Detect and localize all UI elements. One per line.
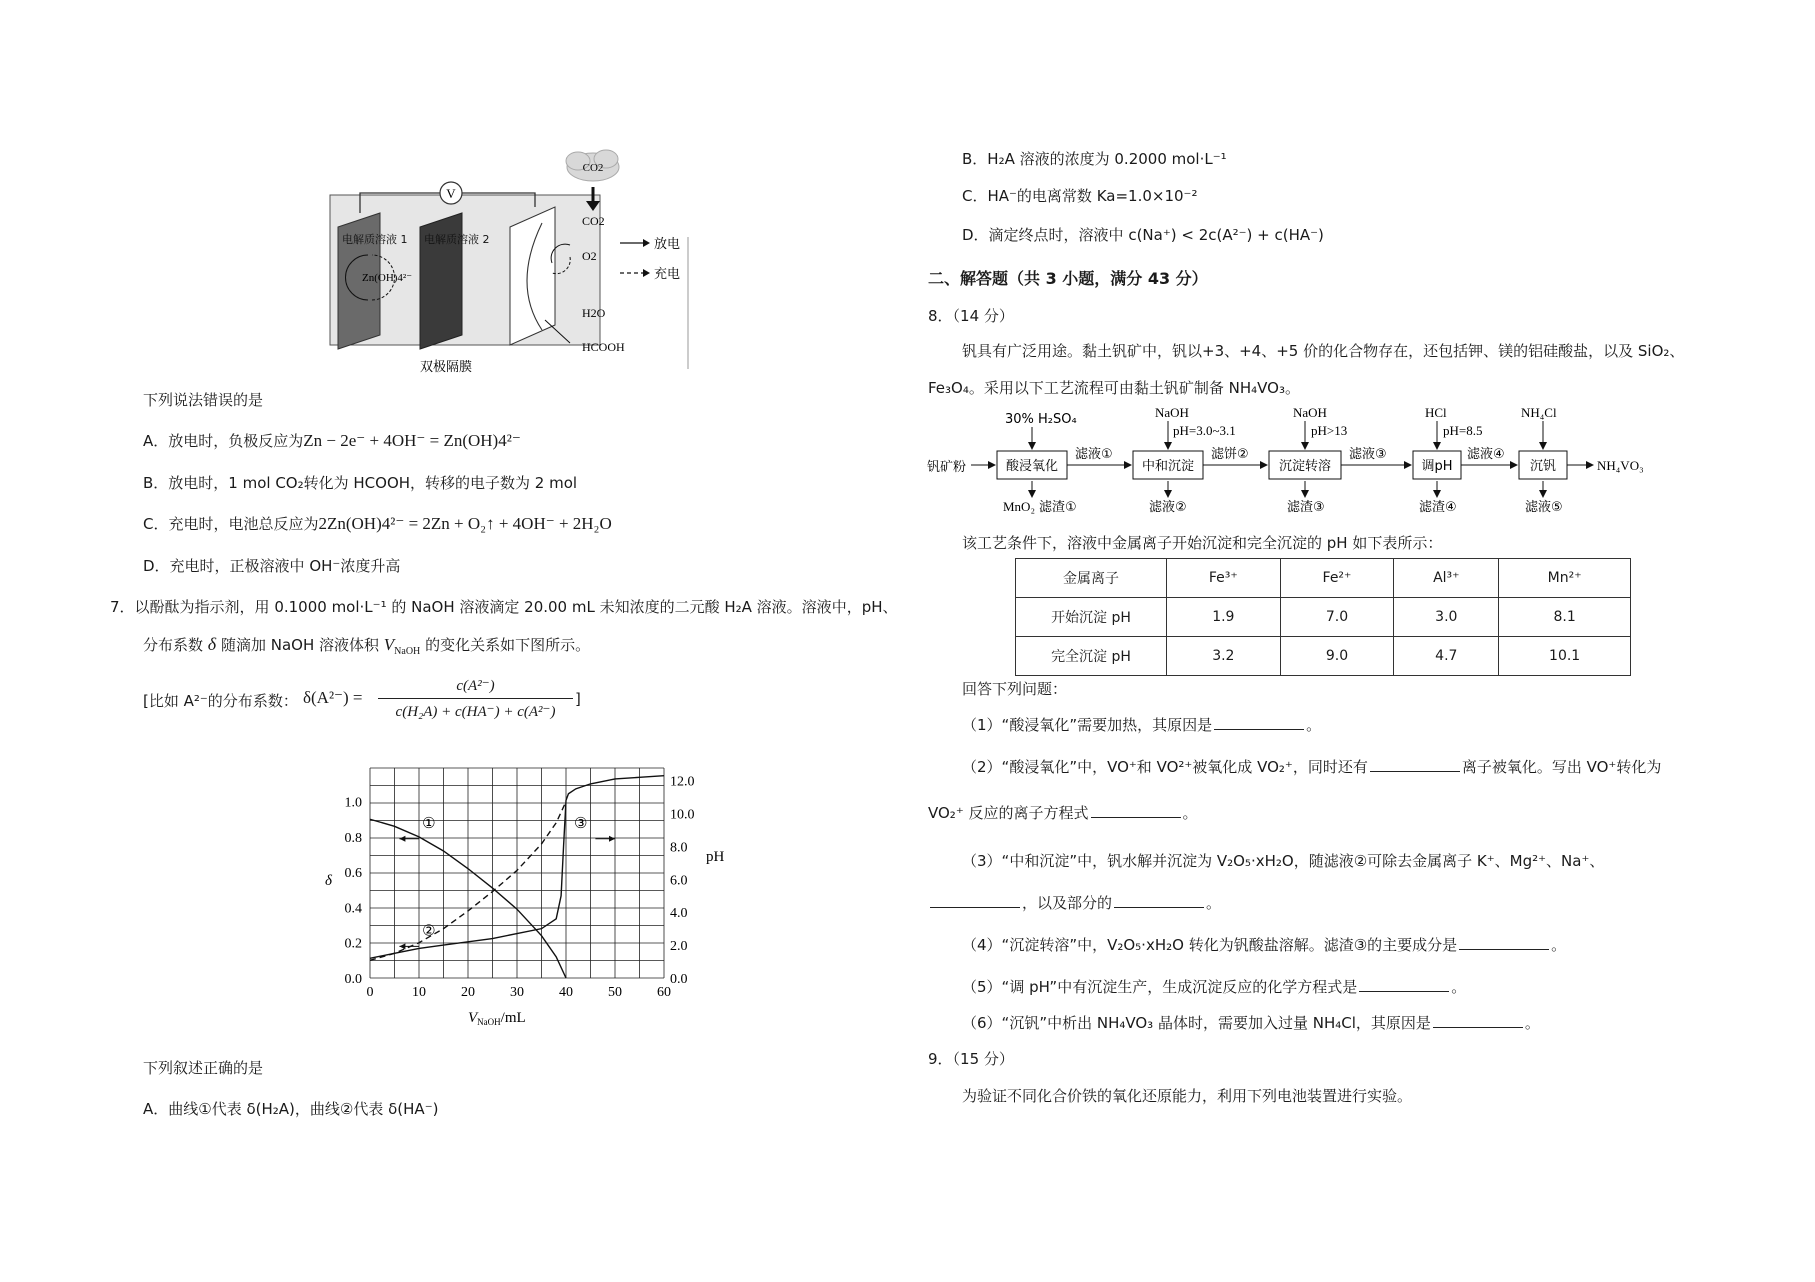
q6-stem: 下列说法错误的是: [143, 391, 264, 409]
h2o-label: H2O: [582, 306, 606, 320]
svg-text:调pH: 调pH: [1421, 459, 1453, 474]
q9-number: 9．（15 分）: [928, 1050, 1014, 1068]
q8-sub-1: （1）“酸浸氧化”需要加热，其原因是 。: [962, 716, 1322, 734]
table-cell: 开始沉淀 pH: [1016, 598, 1167, 637]
curve-annotation: ②: [422, 923, 436, 940]
answer-blank[interactable]: [930, 893, 1020, 908]
table-cell: 1.9: [1167, 598, 1281, 637]
table-cell: 3.0: [1394, 598, 1499, 637]
svg-text:沉淀转溶: 沉淀转溶: [1278, 459, 1332, 474]
x-tick-label: 10: [412, 985, 426, 1000]
q8-table-intro: 该工艺条件下，溶液中金属离子开始沉淀和完全沉淀的 pH 如下表所示：: [962, 534, 1443, 552]
answer-blank[interactable]: [1370, 757, 1460, 772]
q7-definition-lhs: δ(A²⁻) =: [303, 688, 363, 707]
q8-number: 8．（14 分）: [928, 307, 1014, 325]
y-left-axis-label: δ: [325, 873, 332, 889]
flow-reagent-5: NH₄Cl: [1521, 405, 1557, 420]
answer-blank[interactable]: [1359, 977, 1449, 992]
flow-bottom-3: 滤渣③: [1287, 500, 1325, 515]
q6-option-c: C．充电时，电池总反应为2Zn(OH)4²⁻ = 2Zn + O₂↑ + 4OH⁻ + 2H₂O: [143, 514, 612, 533]
q7-definition-numerator: c(A²⁻): [456, 678, 495, 694]
table-cell: 4.7: [1394, 637, 1499, 676]
flow-bottom-1b: 滤渣①: [1039, 500, 1077, 515]
table-cell: 3.2: [1167, 637, 1281, 676]
flow-reagent-2a: NaOH: [1155, 405, 1189, 420]
flow-mid-3: 滤液③: [1349, 447, 1387, 462]
q8-paragraph-1: 钒具有广泛用途。黏土钒矿中，钒以+3、+4、+5 价的化合物存在，还包括钾、镁的铝硅酸盐，以及 SiO₂、: [962, 342, 1685, 360]
titration-chart: [315, 758, 725, 1028]
svg-text:酸浸氧化: 酸浸氧化: [1005, 459, 1059, 474]
table-cell: 金属离子: [1016, 559, 1167, 598]
y-right-tick-label: 12.0: [670, 774, 695, 790]
x-tick-label: 0: [366, 985, 374, 1000]
q6-option-b: B．放电时，1 mol CO₂转化为 HCOOH，转移的电子数为 2 mol: [143, 474, 578, 492]
annotation-arrowhead: [399, 836, 405, 842]
y-left-tick-label: 1.0: [344, 795, 362, 811]
y-left-tick-label: 0.4: [344, 901, 362, 917]
table-cell: 8.1: [1499, 598, 1631, 637]
q7-definition-denominator: c(H₂A) + c(HA⁻) + c(A²⁻): [395, 704, 556, 720]
x-tick-label: 20: [461, 985, 475, 1000]
answer-blank[interactable]: [1433, 1013, 1523, 1028]
co2-in-label: CO2: [582, 214, 605, 228]
curve-annotation: ①: [422, 815, 436, 832]
curve-annotation: ③: [573, 815, 588, 832]
table-cell: 7.0: [1280, 598, 1394, 637]
y-right-tick-label: 6.0: [670, 873, 688, 889]
q6-option-a: A．放电时，负极反应为Zn − 2e⁻ + 4OH⁻ = Zn(OH)4²⁻: [143, 431, 521, 450]
q8-sub-2: （2）“酸浸氧化”中，VO⁺和 VO²⁺被氧化成 VO₂⁺，同时还有 离子被氧化。写出 VO⁺转化为: [962, 758, 1662, 776]
electrolyte1-label: 电解质溶液 1: [342, 233, 408, 246]
y-left-tick-label: 0.2: [344, 936, 362, 952]
answer-blank[interactable]: [1114, 893, 1204, 908]
flow-mid-1: 滤液①: [1075, 447, 1113, 462]
section-2-heading: 二、解答题（共 3 小题，满分 43 分）: [928, 269, 1208, 288]
zincate-label: Zn(OH)4²⁻: [362, 272, 413, 284]
svg-text:中和沉淀: 中和沉淀: [1141, 459, 1195, 474]
x-tick-label: 50: [608, 985, 622, 1000]
y-right-axis-label: pH: [706, 849, 725, 865]
y-left-tick-label: 0.8: [344, 830, 362, 846]
annotation-arrowhead: [399, 943, 405, 949]
q7-stem: 下列叙述正确的是: [143, 1059, 264, 1077]
legend-discharge: 放电: [654, 237, 681, 252]
table-cell: Fe²⁺: [1280, 559, 1394, 598]
x-axis-label: $V_{NaOH}/mL$: [468, 1010, 526, 1027]
table-cell: Al³⁺: [1394, 559, 1499, 598]
flow-start: 钒矿粉: [927, 460, 967, 475]
flow-reagent-3b: pH>13: [1311, 423, 1348, 438]
q8-sub-6: （6）“沉钒”中析出 NH₄VO₃ 晶体时，需要加入过量 NH₄Cl，其原因是 。: [962, 1014, 1540, 1032]
voltmeter-label: V: [446, 186, 456, 201]
table-header-row: [1016, 559, 1631, 598]
q8-sub-5: （5）“调 pH”中有沉淀生产，生成沉淀反应的化学方程式是 。: [962, 978, 1467, 996]
flow-mid-4: 滤液④: [1467, 447, 1505, 462]
q7-definition-prefix: [比如 A²⁻的分布系数：: [143, 692, 298, 710]
fraction-bar: [378, 698, 573, 699]
y-left-tick-label: 0.6: [344, 866, 362, 882]
x-tick-label: 60: [657, 985, 671, 1000]
flow-reagent-2b: pH=3.0~3.1: [1173, 423, 1236, 438]
electrolyte2-label: 电解质溶液 2: [424, 233, 490, 246]
ph-table: [1015, 558, 1631, 676]
process-flowchart: [925, 405, 1665, 515]
q7-option-a: A．曲线①代表 δ(H₂A)，曲线②代表 δ(HA⁻): [143, 1100, 439, 1118]
y-right-tick-label: 2.0: [670, 939, 688, 955]
q6-option-d: D．充电时，正极溶液中 OH⁻浓度升高: [143, 557, 401, 575]
table-cell: 完全沉淀 pH: [1016, 637, 1167, 676]
flow-reagent-4b: pH=8.5: [1443, 423, 1483, 438]
q8-answer-intro: 回答下列问题：: [962, 680, 1068, 698]
porous-cathode: [510, 207, 555, 345]
hcooh-label: HCOOH: [582, 340, 625, 354]
flow-reagent-3a: NaOH: [1293, 405, 1327, 420]
co2-cloud-label: CO2: [582, 162, 604, 174]
q7-line1: 7．以酚酞为指示剂，用 0.1000 mol·L⁻¹ 的 NaOH 溶液滴定 20.00 mL 未知浓度的二元酸 H₂A 溶液。溶液中，pH、: [110, 598, 898, 616]
y-right-tick-label: 10.0: [670, 807, 695, 823]
q8-sub-3: （3）“中和沉淀”中，钒水解并沉淀为 V₂O₅·xH₂O，随滤液②可除去金属离子 K⁺、Mg²⁺、Na⁺、: [962, 852, 1605, 870]
q7-option-b: B．H₂A 溶液的浓度为 0.2000 mol·L⁻¹: [962, 150, 1227, 168]
flow-mid-2: 滤饼②: [1211, 447, 1249, 462]
y-left-tick-label: 0.0: [344, 972, 362, 987]
flow-bottom-5: 滤液⑤: [1525, 500, 1563, 515]
flow-bottom-2: 滤液②: [1149, 500, 1187, 515]
x-tick-label: 40: [559, 985, 573, 1000]
table-cell: Mn²⁺: [1499, 559, 1631, 598]
q8-paragraph-2: Fe₃O₄。采用以下工艺流程可由黏土钒矿制备 NH₄VO₃。: [928, 379, 1300, 397]
flow-reagent-1: 30% H₂SO₄: [1005, 412, 1077, 427]
flow-end: NH₄VO₃: [1597, 458, 1644, 473]
q7-line2: 分布系数 δ 随滴加 NaOH 溶液体积 $V_{NaOH}$ 的变化关系如下图所示。: [143, 634, 591, 657]
table-cell: 9.0: [1280, 637, 1394, 676]
q8-sub-3-cont: ，以及部分的 。: [928, 892, 1221, 913]
q7-option-d: D．滴定终点时，溶液中 c(Na⁺) < 2c(A²⁻) + c(HA⁻): [962, 226, 1324, 244]
y-right-tick-label: 4.0: [670, 906, 688, 922]
answer-blank[interactable]: [1459, 935, 1549, 950]
battery-figure: [320, 145, 700, 375]
membrane-label: 双极隔膜: [420, 360, 473, 375]
legend-charge: 充电: [654, 267, 681, 282]
q8-sub-2-cont: VO₂⁺ 反应的离子方程式 。: [928, 804, 1198, 822]
q8-sub-4: （4）“沉淀转溶”中，V₂O₅·xH₂O 转化为钒酸盐溶解。滤渣③的主要成分是 。: [962, 936, 1567, 954]
svg-text:沉钒: 沉钒: [1529, 459, 1557, 474]
q9-paragraph-1: 为验证不同化合价铁的氧化还原能力，利用下列电池装置进行实验。: [962, 1087, 1413, 1105]
flow-bottom-1a: MnO₂: [1003, 499, 1035, 514]
q7-definition-close: ]: [575, 690, 581, 708]
flow-bottom-4: 滤渣④: [1419, 500, 1457, 515]
x-tick-label: 30: [510, 985, 524, 1000]
answer-blank[interactable]: [1214, 715, 1304, 730]
table-cell: 10.1: [1499, 637, 1631, 676]
table-row: [1016, 637, 1631, 676]
y-right-tick-label: 0.0: [670, 972, 688, 987]
annotation-arrowhead: [609, 836, 615, 842]
table-row: [1016, 598, 1631, 637]
answer-blank[interactable]: [1091, 803, 1181, 818]
y-right-tick-label: 8.0: [670, 840, 688, 856]
o2-label: O2: [582, 249, 597, 263]
q7-option-c: C．HA⁻的电离常数 Ka=1.0×10⁻²: [962, 187, 1198, 205]
table-cell: Fe³⁺: [1167, 559, 1281, 598]
flow-reagent-4a: HCl: [1425, 405, 1447, 420]
